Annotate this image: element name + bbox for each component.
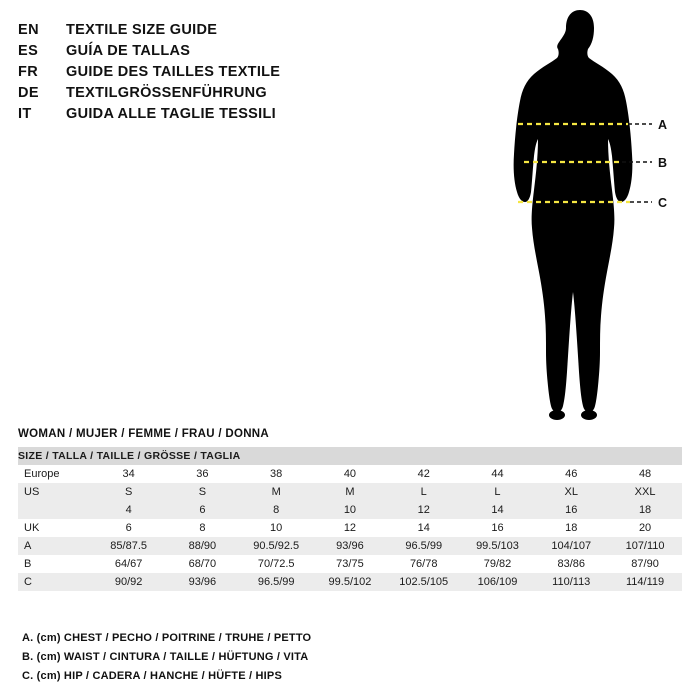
language-title: TEXTILGRÖSSENFÜHRUNG — [66, 85, 267, 101]
row-label — [18, 501, 92, 519]
language-title-block — [18, 22, 478, 127]
language-row — [18, 22, 478, 38]
row-cell: 93/96 — [313, 537, 387, 555]
marker-label-c: C — [658, 196, 668, 210]
row-cell: 36 — [166, 465, 240, 483]
table-row — [18, 519, 682, 537]
row-cell: 87/90 — [608, 555, 682, 573]
table-row — [18, 537, 682, 555]
row-cell: 20 — [608, 519, 682, 537]
language-row — [18, 106, 478, 122]
row-cell: L — [461, 483, 535, 501]
table-row — [18, 483, 682, 501]
row-cell: XXL — [608, 483, 682, 501]
language-code: DE — [18, 85, 39, 101]
size-table-section — [18, 428, 682, 591]
row-cell: 14 — [461, 501, 535, 519]
language-title: TEXTILE SIZE GUIDE — [66, 22, 218, 38]
measurement-legend — [22, 632, 662, 689]
row-cell: 4 — [92, 501, 166, 519]
row-label: Europe — [18, 465, 92, 483]
row-cell: 6 — [92, 519, 166, 537]
row-cell: 38 — [239, 465, 313, 483]
table-header-row — [18, 447, 682, 465]
row-cell: 64/67 — [92, 555, 166, 573]
row-cell: 88/90 — [166, 537, 240, 555]
row-cell: 68/70 — [166, 555, 240, 573]
marker-label-b: B — [658, 156, 668, 170]
row-cell: 12 — [387, 501, 461, 519]
table-row — [18, 555, 682, 573]
female-silhouette-icon — [500, 6, 700, 436]
row-cell: 6 — [166, 501, 240, 519]
row-cell: 34 — [92, 465, 166, 483]
row-cell: 73/75 — [313, 555, 387, 573]
row-cell: 10 — [239, 519, 313, 537]
legend-line-waist: B. (cm) WAIST / CINTURA / TAILLE / HÜFTUNG / VITA — [22, 651, 309, 663]
row-cell: 46 — [534, 465, 608, 483]
language-row — [18, 64, 478, 80]
row-cell: 16 — [534, 501, 608, 519]
row-cell: 104/107 — [534, 537, 608, 555]
table-row — [18, 465, 682, 483]
legend-line-chest: A. (cm) CHEST / PECHO / POITRINE / TRUHE / PETTO — [22, 632, 312, 644]
table-header-label: SIZE / TALLA / TAILLE / GRÖSSE / TAGLIA — [18, 447, 682, 465]
row-cell: 90/92 — [92, 573, 166, 591]
language-row — [18, 43, 478, 59]
table-row — [18, 501, 682, 519]
row-cell: 79/82 — [461, 555, 535, 573]
table-caption: WOMAN / MUJER / FEMME / FRAU / DONNA — [18, 428, 270, 440]
language-title: GUIDE DES TAILLES TEXTILE — [66, 64, 281, 80]
row-cell: 76/78 — [387, 555, 461, 573]
language-title: GUÍA DE TALLAS — [66, 43, 191, 59]
row-cell: 16 — [461, 519, 535, 537]
row-cell: 90.5/92.5 — [239, 537, 313, 555]
row-cell: 10 — [313, 501, 387, 519]
row-cell: 107/110 — [608, 537, 682, 555]
row-cell: 99.5/102 — [313, 573, 387, 591]
row-cell: 70/72.5 — [239, 555, 313, 573]
row-cell: 93/96 — [166, 573, 240, 591]
marker-label-a: A — [658, 118, 668, 132]
language-title: GUIDA ALLE TAGLIE TESSILI — [66, 106, 276, 122]
row-cell: 14 — [387, 519, 461, 537]
row-cell: M — [313, 483, 387, 501]
row-cell: 83/86 — [534, 555, 608, 573]
row-cell: 110/113 — [534, 573, 608, 591]
row-cell: L — [387, 483, 461, 501]
row-cell: 106/109 — [461, 573, 535, 591]
row-cell: 99.5/103 — [461, 537, 535, 555]
row-cell: 48 — [608, 465, 682, 483]
row-cell: 44 — [461, 465, 535, 483]
row-cell: 102.5/105 — [387, 573, 461, 591]
row-cell: S — [92, 483, 166, 501]
legend-line-hip: C. (cm) HIP / CADERA / HANCHE / HÜFTE / HIPS — [22, 670, 282, 682]
row-cell: 8 — [166, 519, 240, 537]
row-cell: 85/87.5 — [92, 537, 166, 555]
row-label: B — [18, 555, 92, 573]
row-cell: M — [239, 483, 313, 501]
row-cell: 40 — [313, 465, 387, 483]
language-code: IT — [18, 106, 32, 122]
row-label: US — [18, 483, 92, 501]
language-code: ES — [18, 43, 39, 59]
row-cell: 12 — [313, 519, 387, 537]
row-cell: 114/119 — [608, 573, 682, 591]
language-code: FR — [18, 64, 39, 80]
row-cell: 42 — [387, 465, 461, 483]
language-code: EN — [18, 22, 39, 38]
language-row — [18, 85, 478, 101]
row-cell: 8 — [239, 501, 313, 519]
size-table — [18, 447, 682, 591]
row-cell: 96.5/99 — [239, 573, 313, 591]
row-label: A — [18, 537, 92, 555]
table-row — [18, 573, 682, 591]
body-figure — [500, 6, 700, 436]
row-cell: 18 — [608, 501, 682, 519]
row-cell: 18 — [534, 519, 608, 537]
row-label: UK — [18, 519, 92, 537]
row-cell: S — [166, 483, 240, 501]
row-label: C — [18, 573, 92, 591]
row-cell: XL — [534, 483, 608, 501]
row-cell: 96.5/99 — [387, 537, 461, 555]
